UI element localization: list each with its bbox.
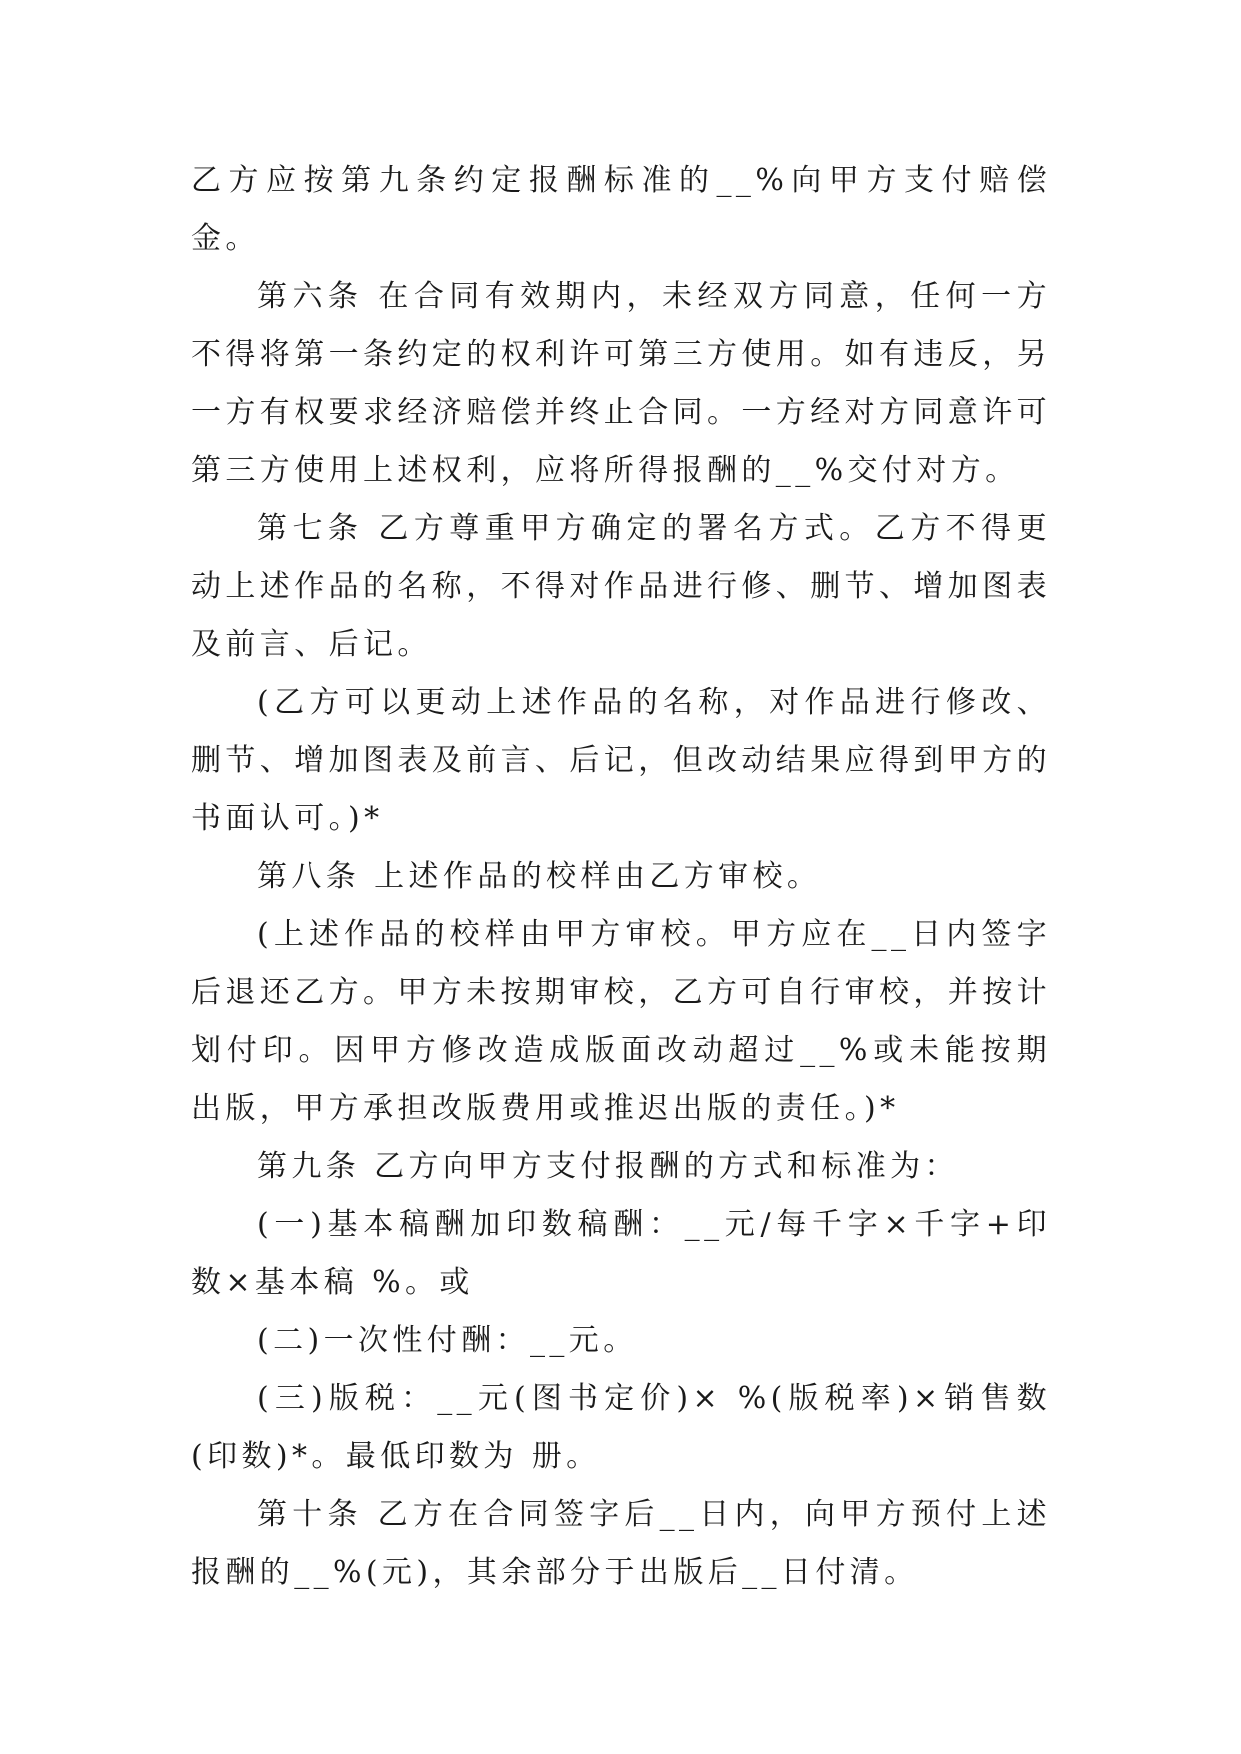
document-page <box>191 152 1051 1602</box>
paragraph-article-9-option-1: (一)基本稿酬加印数稿酬：__元/每千字×千字+印数×基本稿 %。或 <box>191 1207 1051 1300</box>
paragraph-article-7-alternative: (乙方可以更动上述作品的名称，对作品进行修改、删节、增加图表及前言、后记，但改动结果应得到甲方的书面认可。)* <box>191 685 1051 836</box>
paragraph-compensation-clause: 乙方应按第九条约定报酬标准的__%向甲方支付赔偿金。 <box>191 163 1051 256</box>
paragraph-article-10: 第十条 乙方在合同签字后__日内，向甲方预付上述报酬的__%(元)，其余部分于出版后__日付清。 <box>191 1497 1051 1590</box>
paragraph-article-6: 第六条 在合同有效期内，未经双方同意，任何一方不得将第一条约定的权利许可第三方使用。如有违反，另一方有权要求经济赔偿并终止合同。一方经对方同意许可第三方使用上述权利，应将所得报酬的__%交付对方。 <box>191 279 1051 488</box>
paragraph-article-7: 第七条 乙方尊重甲方确定的署名方式。乙方不得更动上述作品的名称，不得对作品进行修、删节、增加图表及前言、后记。 <box>191 511 1051 662</box>
paragraph-article-9-option-3: (三)版税：__元(图书定价)× %(版税率)×销售数(印数)*。最低印数为 册。 <box>191 1381 1051 1474</box>
paragraph-article-8: 第八条 上述作品的校样由乙方审校。 <box>257 859 822 894</box>
paragraph-article-8-alternative: (上述作品的校样由甲方审校。甲方应在__日内签字后退还乙方。甲方未按期审校，乙方可自行审校，并按计划付印。因甲方修改造成版面改动超过__%或未能按期出版，甲方承担改版费用或推迟出版的责任。)* <box>191 917 1051 1126</box>
paragraph-article-9-option-2: (二)一次性付酬：__元。 <box>257 1323 638 1358</box>
paragraph-article-9: 第九条 乙方向甲方支付报酬的方式和标准为： <box>257 1149 959 1184</box>
